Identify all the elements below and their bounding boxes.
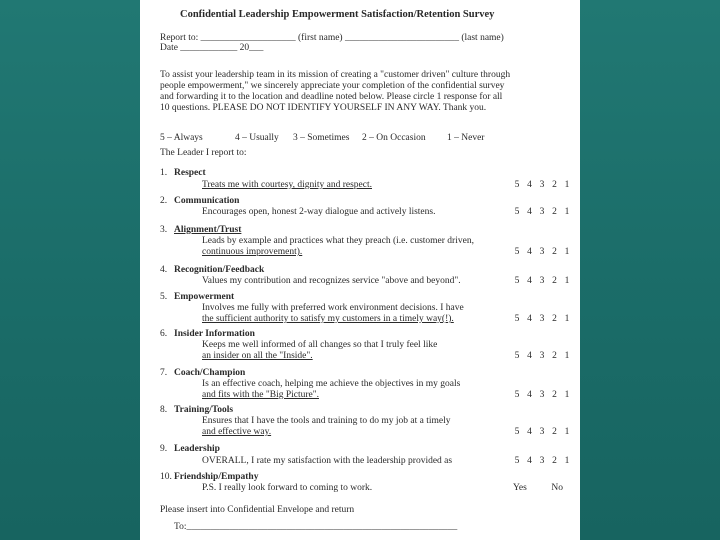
rating-5[interactable]: 5 bbox=[514, 247, 520, 257]
question-heading: Respect bbox=[174, 168, 206, 178]
rating-1[interactable]: 1 bbox=[564, 456, 570, 466]
rating-1[interactable]: 1 bbox=[564, 180, 570, 190]
question-text: Keeps me well informed of all changes so that I truly feel like bbox=[202, 340, 438, 350]
question-text: Ensures that I have the tools and training to do my job at a timely bbox=[202, 416, 451, 426]
rating-4[interactable]: 4 bbox=[527, 427, 532, 437]
rating-1[interactable]: 1 bbox=[564, 314, 570, 324]
question-heading: Friendship/Empathy bbox=[174, 472, 259, 482]
question-number: 9. bbox=[160, 444, 168, 454]
rating-2[interactable]: 2 bbox=[552, 351, 557, 361]
question-heading: Recognition/Feedback bbox=[174, 265, 265, 275]
rating-options[interactable] bbox=[511, 456, 573, 467]
scale-option: 2 – On Occasion bbox=[362, 133, 426, 143]
scale-option: 3 – Sometimes bbox=[293, 133, 350, 143]
rating-4[interactable]: 4 bbox=[527, 456, 532, 466]
rating-1[interactable]: 1 bbox=[564, 390, 570, 400]
question-text: the sufficient authority to satisfy my customers in a timely way(!). bbox=[202, 314, 454, 324]
rating-3[interactable]: 3 bbox=[539, 180, 545, 190]
yes-no-options[interactable] bbox=[513, 483, 563, 494]
rating-3[interactable]: 3 bbox=[539, 456, 545, 466]
question-text: P.S. I really look forward to coming to work. bbox=[202, 483, 373, 493]
rating-options[interactable] bbox=[511, 247, 573, 258]
question-number: 4. bbox=[160, 265, 168, 275]
question-heading: Empowerment bbox=[174, 292, 235, 302]
rating-3[interactable]: 3 bbox=[539, 390, 545, 400]
rating-4[interactable]: 4 bbox=[527, 314, 532, 324]
rating-3[interactable]: 3 bbox=[539, 427, 545, 437]
question-number: 10. bbox=[160, 472, 172, 482]
rating-options[interactable] bbox=[511, 390, 573, 401]
rating-4[interactable]: 4 bbox=[527, 351, 532, 361]
intro-line: people empowerment," we sincerely appreciate your completion of the confidential survey bbox=[160, 81, 505, 91]
rating-5[interactable]: 5 bbox=[514, 314, 520, 324]
rating-5[interactable]: 5 bbox=[514, 180, 520, 190]
rating-4[interactable]: 4 bbox=[527, 390, 532, 400]
rating-2[interactable]: 2 bbox=[552, 456, 557, 466]
rating-5[interactable]: 5 bbox=[514, 427, 520, 437]
question-text: an insider on all the "Inside". bbox=[202, 351, 313, 361]
question-text: Leads by example and practices what they preach (i.e. customer driven, bbox=[202, 236, 474, 246]
rating-2[interactable]: 2 bbox=[552, 427, 557, 437]
rating-4[interactable]: 4 bbox=[527, 207, 532, 217]
yes-option[interactable]: Yes bbox=[513, 483, 527, 493]
rating-3[interactable]: 3 bbox=[539, 207, 545, 217]
question-text: Treats me with courtesy, dignity and respect. bbox=[202, 180, 372, 190]
question-heading: Training/Tools bbox=[174, 405, 234, 415]
question-heading: Insider Information bbox=[174, 329, 255, 339]
rating-5[interactable]: 5 bbox=[514, 390, 520, 400]
question-text: Is an effective coach, helping me achieve the objectives in my goals bbox=[202, 379, 461, 389]
rating-3[interactable]: 3 bbox=[539, 314, 545, 324]
date-line: Date ____________ 20___ bbox=[160, 43, 264, 53]
question-text: and fits with the "Big Picture". bbox=[202, 390, 319, 400]
rating-options[interactable] bbox=[511, 276, 573, 287]
rating-4[interactable]: 4 bbox=[527, 247, 532, 257]
survey-document bbox=[140, 0, 580, 540]
question-text: continuous improvement). bbox=[202, 247, 303, 257]
question-heading: Coach/Champion bbox=[174, 368, 246, 378]
rating-4[interactable]: 4 bbox=[527, 180, 532, 190]
rating-3[interactable]: 3 bbox=[539, 247, 545, 257]
rating-options[interactable] bbox=[511, 314, 573, 325]
question-text: and effective way. bbox=[202, 427, 272, 437]
question-text: Involves me fully with preferred work environment decisions. I have bbox=[202, 303, 464, 313]
question-number: 1. bbox=[160, 168, 168, 178]
rating-options[interactable] bbox=[511, 351, 573, 362]
rating-1[interactable]: 1 bbox=[564, 351, 570, 361]
rating-2[interactable]: 2 bbox=[552, 276, 557, 286]
report-to-line: Report to: ____________________ (first name) ________________________ (last name) bbox=[160, 33, 504, 43]
rating-2[interactable]: 2 bbox=[552, 247, 557, 257]
rating-5[interactable]: 5 bbox=[514, 276, 520, 286]
rating-1[interactable]: 1 bbox=[564, 247, 570, 257]
question-number: 8. bbox=[160, 405, 168, 415]
intro-line: 10 questions. PLEASE DO NOT IDENTIFY YOURSELF IN ANY WAY. Thank you. bbox=[160, 103, 487, 113]
rating-2[interactable]: 2 bbox=[552, 314, 557, 324]
rating-2[interactable]: 2 bbox=[552, 180, 557, 190]
slide-background-right bbox=[580, 0, 720, 540]
return-to-line: To:_________________________________________________________ bbox=[174, 522, 458, 532]
rating-1[interactable]: 1 bbox=[564, 276, 570, 286]
rating-5[interactable]: 5 bbox=[514, 351, 520, 361]
question-text: OVERALL, I rate my satisfaction with the leadership provided as bbox=[202, 456, 453, 466]
question-heading: Leadership bbox=[174, 444, 220, 454]
survey-title: Confidential Leadership Empowerment Satisfaction/Retention Survey bbox=[180, 9, 495, 20]
intro-line: To assist your leadership team in its mission of creating a "customer driven" culture through bbox=[160, 70, 511, 80]
rating-5[interactable]: 5 bbox=[514, 207, 520, 217]
question-number: 7. bbox=[160, 368, 168, 378]
question-number: 6. bbox=[160, 329, 168, 339]
question-heading: Alignment/Trust bbox=[174, 225, 242, 235]
rating-options[interactable] bbox=[511, 427, 573, 438]
rating-3[interactable]: 3 bbox=[539, 351, 545, 361]
slide-background-left bbox=[0, 0, 140, 540]
question-number: 5. bbox=[160, 292, 168, 302]
intro-line: and forwarding it to the location and deadline noted below. Please circle 1 response for all bbox=[160, 92, 503, 102]
rating-2[interactable]: 2 bbox=[552, 207, 557, 217]
scale-option: 5 – Always bbox=[160, 133, 203, 143]
rating-5[interactable]: 5 bbox=[514, 456, 520, 466]
scale-option: 1 – Never bbox=[447, 133, 485, 143]
question-number: 3. bbox=[160, 225, 168, 235]
closing-instruction: Please insert into Confidential Envelope and return bbox=[160, 505, 355, 515]
rating-options[interactable] bbox=[511, 207, 573, 218]
leader-line: The Leader I report to: bbox=[160, 148, 247, 158]
question-number: 2. bbox=[160, 196, 168, 206]
rating-3[interactable]: 3 bbox=[539, 276, 545, 286]
rating-4[interactable]: 4 bbox=[527, 276, 532, 286]
rating-1[interactable]: 1 bbox=[564, 207, 570, 217]
rating-1[interactable]: 1 bbox=[564, 427, 570, 437]
question-text: Values my contribution and recognizes service "above and beyond". bbox=[202, 276, 461, 286]
question-text: Encourages open, honest 2-way dialogue and actively listens. bbox=[202, 207, 436, 217]
question-heading: Communication bbox=[174, 196, 240, 206]
scale-option: 4 – Usually bbox=[235, 133, 279, 143]
rating-2[interactable]: 2 bbox=[552, 390, 557, 400]
rating-options[interactable] bbox=[511, 180, 573, 191]
no-option[interactable]: No bbox=[551, 483, 563, 493]
